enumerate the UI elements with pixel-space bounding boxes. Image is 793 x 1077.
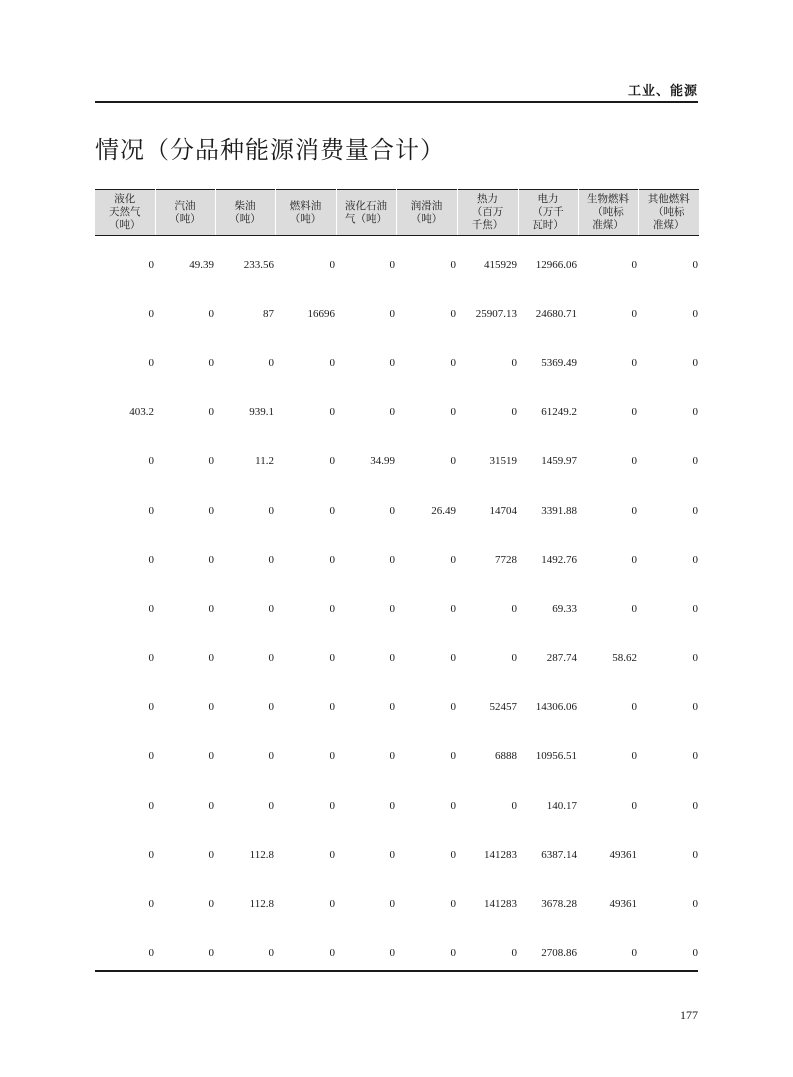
- column-header: [215, 190, 275, 236]
- column-header-line: 柴油: [234, 199, 256, 212]
- column-header: [518, 190, 578, 236]
- column-header: [638, 190, 699, 236]
- table-cell: 25907.13: [475, 307, 517, 320]
- table-cell: 0: [450, 799, 456, 812]
- table-cell: 0: [208, 553, 214, 566]
- table-cell: 0: [329, 848, 335, 861]
- table-cell: 0: [450, 307, 456, 320]
- table-cell: 3678.28: [541, 898, 577, 911]
- table-cell: 0: [268, 947, 274, 960]
- table-cell: 0: [389, 553, 395, 566]
- table-cell: 0: [208, 504, 214, 517]
- table-cell: 10956.51: [535, 750, 577, 763]
- table-cell: 11.2: [255, 455, 274, 468]
- table-cell: 0: [208, 406, 214, 419]
- table-cell: 49361: [609, 898, 637, 911]
- column-header-line: （吨）: [410, 212, 443, 225]
- table-cell: 0: [268, 504, 274, 517]
- table-cell: 0: [208, 455, 214, 468]
- table-cell: 0: [692, 356, 698, 369]
- table-cell: 0: [329, 701, 335, 714]
- table-cell: 0: [450, 898, 456, 911]
- column-header-line: （吨）: [229, 212, 261, 225]
- table-cell: 0: [268, 356, 274, 369]
- table-cell: 0: [450, 602, 456, 615]
- table-cell: 0: [148, 947, 154, 960]
- table-cell: 0: [389, 652, 395, 665]
- top-rule: [95, 101, 698, 103]
- table-cell: 0: [389, 898, 395, 911]
- column-header-line: 液化石油: [345, 199, 387, 212]
- table-cell: 0: [208, 652, 214, 665]
- table-row: [95, 584, 699, 633]
- table-cell: 0: [631, 602, 637, 615]
- table-cell: 0: [208, 799, 214, 812]
- table-cell: 0: [329, 258, 335, 271]
- table-row: [95, 879, 699, 928]
- table-cell: 0: [208, 602, 214, 615]
- table-row: [95, 388, 699, 437]
- table-cell: 0: [511, 356, 517, 369]
- table-cell: 0: [148, 701, 154, 714]
- column-header-line: 其他燃料: [647, 193, 690, 205]
- table-cell: 0: [329, 947, 335, 960]
- table-cell: 31519: [489, 455, 517, 468]
- table-cell: 0: [450, 406, 456, 419]
- table-row: [95, 289, 699, 338]
- table-cell: 12966.06: [535, 258, 577, 271]
- table-cell: 0: [268, 652, 274, 665]
- column-header: [457, 190, 518, 236]
- table-cell: 3391.88: [541, 504, 577, 517]
- table-cell: 0: [148, 553, 154, 566]
- table-cell: 0: [329, 356, 335, 369]
- table-cell: 0: [631, 307, 637, 320]
- table-row: [95, 781, 699, 830]
- table-row: [95, 634, 699, 683]
- table-cell: 0: [268, 701, 274, 714]
- table-cell: 0: [148, 848, 154, 861]
- column-header-line: （吨）: [109, 219, 141, 231]
- table-cell: 939.1: [249, 406, 274, 419]
- table-cell: 58.62: [612, 652, 637, 665]
- table-cell: 0: [329, 799, 335, 812]
- table-cell: 0: [692, 750, 698, 763]
- table-cell: 0: [389, 602, 395, 615]
- table-cell: 0: [692, 848, 698, 861]
- table-cell: 0: [268, 750, 274, 763]
- table-cell: 287.74: [546, 652, 577, 665]
- table-cell: 0: [148, 356, 154, 369]
- table-cell: 0: [450, 947, 456, 960]
- table-cell: 0: [329, 504, 335, 517]
- table-cell: 0: [631, 947, 637, 960]
- table-cell: 0: [631, 799, 637, 812]
- table-cell: 0: [450, 848, 456, 861]
- column-header: [578, 190, 638, 236]
- table-cell: 0: [389, 799, 395, 812]
- table-cell: 24680.71: [535, 307, 577, 320]
- table-cell: 0: [450, 553, 456, 566]
- table-cell: 0: [692, 947, 698, 960]
- table-cell: 5369.49: [541, 356, 577, 369]
- table-cell: 0: [631, 406, 637, 419]
- table-cell: 0: [148, 652, 154, 665]
- table-cell: 0: [631, 356, 637, 369]
- table-cell: 0: [329, 750, 335, 763]
- table-cell: 0: [389, 750, 395, 763]
- table-cell: 0: [148, 799, 154, 812]
- table-cell: 0: [329, 652, 335, 665]
- table-row: [95, 830, 699, 879]
- column-header-line: 电力: [537, 193, 559, 205]
- table-cell: 1492.76: [541, 553, 577, 566]
- table-row: [95, 486, 699, 535]
- column-header-line: 生物燃料: [587, 193, 629, 205]
- column-header-line: （吨）: [289, 212, 322, 225]
- table-cell: 112.8: [249, 848, 274, 861]
- column-header-line: 瓦时）: [532, 219, 564, 231]
- table-cell: 0: [450, 701, 456, 714]
- table-cell: 0: [692, 898, 698, 911]
- table-cell: 2708.86: [541, 947, 577, 960]
- page-number: 177: [680, 1008, 698, 1022]
- table-cell: 0: [631, 455, 637, 468]
- table-cell: 0: [631, 504, 637, 517]
- table-cell: 0: [692, 652, 698, 665]
- bottom-rule: [95, 970, 698, 972]
- table-cell: 0: [148, 898, 154, 911]
- column-header-line: 液化: [114, 193, 136, 205]
- table-row: [95, 535, 699, 584]
- table-cell: 0: [389, 307, 395, 320]
- table-cell: 0: [148, 455, 154, 468]
- table-row: [95, 437, 699, 486]
- table-cell: 415929: [484, 258, 517, 271]
- page-title: 情况（分品种能源消费量合计）: [95, 136, 445, 164]
- table-cell: 0: [148, 307, 154, 320]
- table-cell: 0: [148, 750, 154, 763]
- table-cell: 0: [631, 701, 637, 714]
- table-cell: 1459.97: [541, 455, 577, 468]
- table-cell: 0: [148, 258, 154, 271]
- energy-consumption-table: [95, 189, 699, 978]
- table-cell: 14306.06: [535, 701, 577, 714]
- column-header: [155, 190, 215, 236]
- table-cell: 0: [692, 602, 698, 615]
- table-cell: 0: [268, 602, 274, 615]
- table-cell: 403.2: [129, 406, 154, 419]
- column-header-line: （吨标: [592, 206, 624, 218]
- table-cell: 0: [389, 258, 395, 271]
- table-cell: 0: [631, 258, 637, 271]
- table-cell: 0: [329, 553, 335, 566]
- table-cell: 141283: [484, 848, 517, 861]
- table-cell: 0: [268, 553, 274, 566]
- table-cell: 0: [692, 553, 698, 566]
- table-cell: 52457: [489, 701, 517, 714]
- column-header-line: 汽油: [174, 199, 196, 212]
- table-cell: 0: [692, 504, 698, 517]
- table-cell: 87: [263, 307, 274, 320]
- table-cell: 14704: [489, 504, 517, 517]
- table-cell: 0: [208, 356, 214, 369]
- table-cell: 49361: [609, 848, 637, 861]
- table-cell: 0: [329, 455, 335, 468]
- table-cell: 6387.14: [541, 848, 577, 861]
- table-cell: 0: [329, 898, 335, 911]
- table-cell: 26.49: [431, 504, 456, 517]
- table-cell: 0: [329, 406, 335, 419]
- column-header-line: 热力: [477, 193, 498, 205]
- table-cell: 49.39: [189, 258, 214, 271]
- table-cell: 34.99: [370, 455, 395, 468]
- table-cell: 0: [329, 602, 335, 615]
- column-header-line: （百万: [471, 206, 504, 218]
- table-cell: 0: [148, 602, 154, 615]
- table-cell: 0: [511, 602, 517, 615]
- column-header: [336, 190, 396, 236]
- table-cell: 233.56: [243, 258, 274, 271]
- column-header-line: 准煤）: [653, 219, 685, 231]
- table-cell: 141283: [484, 898, 517, 911]
- column-header-line: （吨）: [169, 212, 201, 225]
- table-cell: 0: [692, 307, 698, 320]
- table-body: [95, 236, 699, 978]
- column-header-line: （万千: [532, 206, 564, 218]
- table-cell: 112.8: [249, 898, 274, 911]
- table-cell: 0: [450, 356, 456, 369]
- table-cell: 6888: [495, 750, 517, 763]
- table-cell: 7728: [495, 553, 517, 566]
- table-cell: 0: [148, 504, 154, 517]
- table-cell: 0: [692, 455, 698, 468]
- table-cell: 0: [450, 652, 456, 665]
- table-cell: 16696: [307, 307, 335, 320]
- column-header-line: 燃料油: [289, 199, 322, 212]
- column-header-line: 润滑油: [410, 199, 443, 212]
- table-row: [95, 683, 699, 732]
- table-cell: 0: [692, 701, 698, 714]
- table-cell: 0: [389, 504, 395, 517]
- table-row: [95, 338, 699, 387]
- table-cell: 0: [511, 652, 517, 665]
- header-row: [95, 190, 699, 236]
- table-cell: 0: [208, 701, 214, 714]
- table-cell: 0: [389, 701, 395, 714]
- table-cell: 0: [208, 750, 214, 763]
- table-cell: 0: [450, 750, 456, 763]
- table-cell: 0: [208, 947, 214, 960]
- column-header-line: 天然气: [109, 206, 141, 218]
- column-header: [95, 190, 155, 236]
- table-cell: 0: [692, 799, 698, 812]
- column-header-line: （吨标: [653, 206, 685, 218]
- table-cell: 0: [389, 356, 395, 369]
- table-cell: 140.17: [546, 799, 577, 812]
- column-header-line: 千焦）: [471, 219, 504, 231]
- table-cell: 0: [389, 947, 395, 960]
- table-cell: 0: [631, 750, 637, 763]
- table-cell: 0: [389, 406, 395, 419]
- table-cell: 61249.2: [541, 406, 577, 419]
- table-cell: 0: [511, 799, 517, 812]
- table-cell: 0: [692, 406, 698, 419]
- column-header: [396, 190, 457, 236]
- table-cell: 0: [450, 455, 456, 468]
- table-cell: 0: [511, 406, 517, 419]
- table-cell: 0: [268, 799, 274, 812]
- table-cell: 0: [631, 553, 637, 566]
- column-header: [275, 190, 336, 236]
- table-row: [95, 236, 699, 290]
- table-cell: 0: [208, 848, 214, 861]
- table-cell: 0: [692, 258, 698, 271]
- table-cell: 0: [208, 307, 214, 320]
- table-cell: 69.33: [552, 602, 577, 615]
- table-row: [95, 732, 699, 781]
- column-header-line: 准煤）: [592, 219, 624, 231]
- table-header: [95, 190, 699, 236]
- table-cell: 0: [511, 947, 517, 960]
- column-header-line: 气（吨）: [345, 212, 387, 225]
- table-cell: 0: [389, 848, 395, 861]
- section-label: 工业、能源: [627, 84, 698, 99]
- table-cell: 0: [208, 898, 214, 911]
- table-cell: 0: [450, 258, 456, 271]
